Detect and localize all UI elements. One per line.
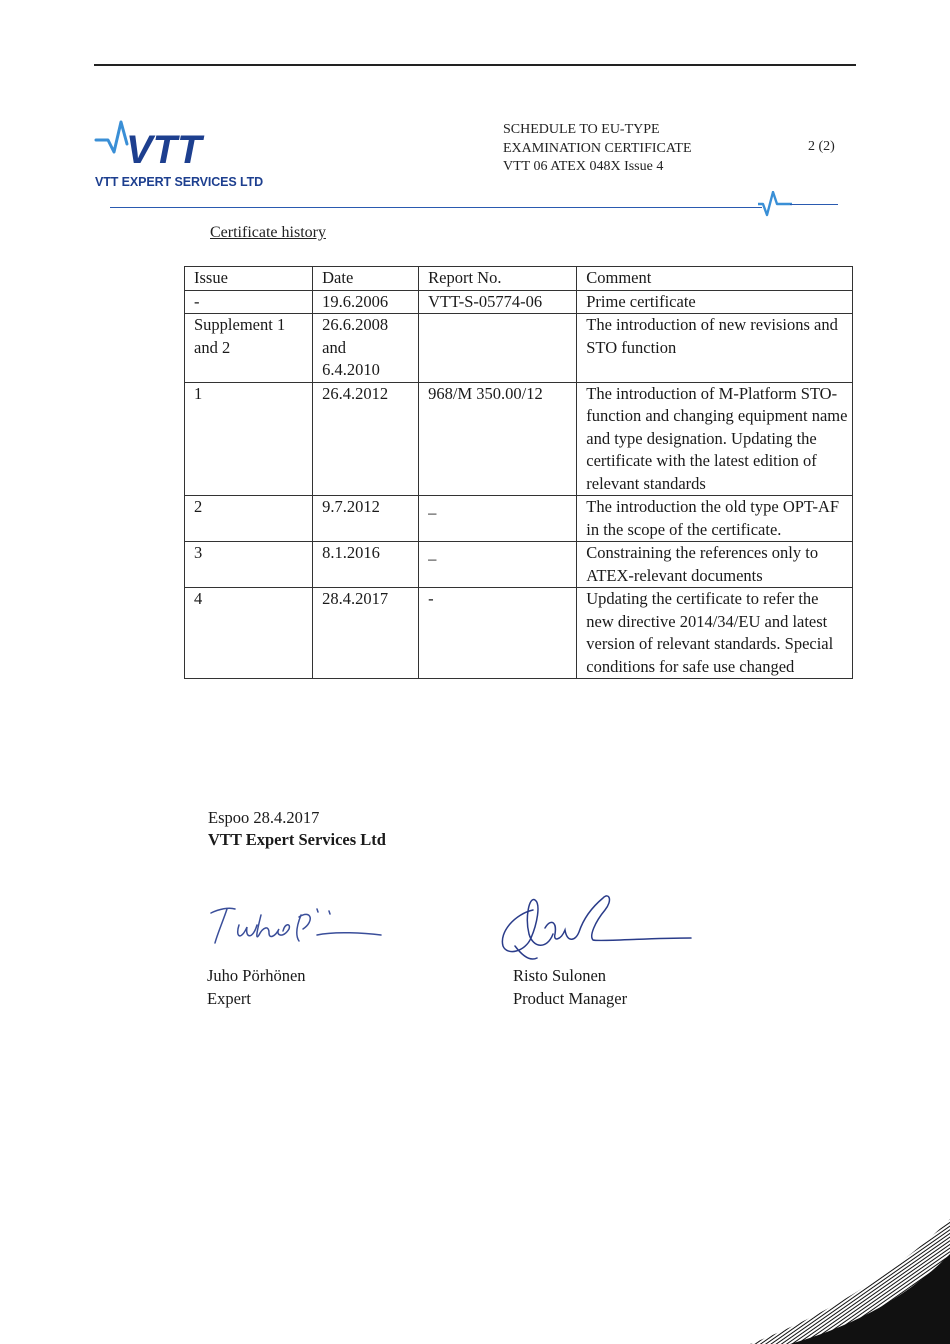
table-row xyxy=(185,588,853,679)
place-date: Espoo 28.4.2017 xyxy=(208,808,320,827)
table-row xyxy=(185,542,853,588)
table-row xyxy=(185,382,853,496)
header-report-no: Report No. xyxy=(419,267,577,291)
cell-comment: Prime certificate xyxy=(577,290,853,314)
signature-risto xyxy=(495,888,695,968)
wave-mark-icon xyxy=(758,191,794,217)
cell-comment: The introduction of M-Platform STO-function and changing equipment name and type designation. Updating the certificate with the latest edition of relevant standards xyxy=(577,382,853,496)
vtt-wave-icon xyxy=(94,118,234,173)
organization-name: VTT Expert Services Ltd xyxy=(208,830,386,849)
cell-issue: 4 xyxy=(185,588,313,679)
cell-report xyxy=(419,314,577,383)
header-divider xyxy=(110,207,762,208)
company-name: VTT EXPERT SERVICES LTD xyxy=(95,175,264,189)
certificate-history-table xyxy=(184,266,853,679)
signatory-title: Product Manager xyxy=(513,989,628,1008)
cell-date: 26.6.2008 and 6.4.2010 xyxy=(313,314,419,383)
header-date: Date xyxy=(313,267,419,291)
cell-issue: - xyxy=(185,290,313,314)
cell-report: – xyxy=(419,542,577,588)
section-title: Certificate history xyxy=(210,224,326,241)
header-comment: Comment xyxy=(577,267,853,291)
page-number: 2 (2) xyxy=(808,139,835,154)
signatory-1 xyxy=(207,964,306,1010)
document-header xyxy=(503,121,692,177)
cell-date: 19.6.2006 xyxy=(313,290,419,314)
cell-report: – xyxy=(419,496,577,542)
signatory-2 xyxy=(513,964,627,1010)
cell-issue: Supplement 1 and 2 xyxy=(185,314,313,383)
table-row xyxy=(185,314,853,383)
header-issue: Issue xyxy=(185,267,313,291)
header-line-2: EXAMINATION CERTIFICATE xyxy=(503,140,692,156)
cell-comment: The introduction of new revisions and STO function xyxy=(577,314,853,383)
cell-comment: Updating the certificate to refer the new directive 2014/34/EU and latest version of relevant standards. Special conditions for safe use changed xyxy=(577,588,853,679)
table-row xyxy=(185,496,853,542)
signatory-title: Expert xyxy=(207,989,251,1008)
header-line-3: VTT 06 ATEX 048X Issue 4 xyxy=(503,159,664,174)
cell-comment: The introduction the old type OPT-AF in the scope of the certificate. xyxy=(577,496,853,542)
table-row xyxy=(185,290,853,314)
cell-issue: 3 xyxy=(185,542,313,588)
cell-issue: 1 xyxy=(185,382,313,496)
corner-swoosh-decoration xyxy=(750,1219,950,1344)
cell-comment: Constraining the references only to ATEX-relevant documents xyxy=(577,542,853,588)
cell-report: - xyxy=(419,588,577,679)
logo-text: VTT xyxy=(126,128,202,172)
table-header-row xyxy=(185,267,853,291)
header-line-1: SCHEDULE TO EU-TYPE xyxy=(503,122,660,137)
cell-date: 28.4.2017 xyxy=(313,588,419,679)
header-divider-right xyxy=(790,204,838,205)
cell-issue: 2 xyxy=(185,496,313,542)
cell-date: 26.4.2012 xyxy=(313,382,419,496)
signatory-name: Juho Pörhönen xyxy=(207,966,306,985)
cell-report: 968/M 350.00/12 xyxy=(419,382,577,496)
cell-date: 8.1.2016 xyxy=(313,542,419,588)
vtt-logo xyxy=(94,118,294,193)
cell-report: VTT-S-05774-06 xyxy=(419,290,577,314)
signatory-name: Risto Sulonen xyxy=(513,966,607,985)
cell-date: 9.7.2012 xyxy=(313,496,419,542)
top-rule xyxy=(94,64,856,66)
signature-juho xyxy=(205,895,390,955)
